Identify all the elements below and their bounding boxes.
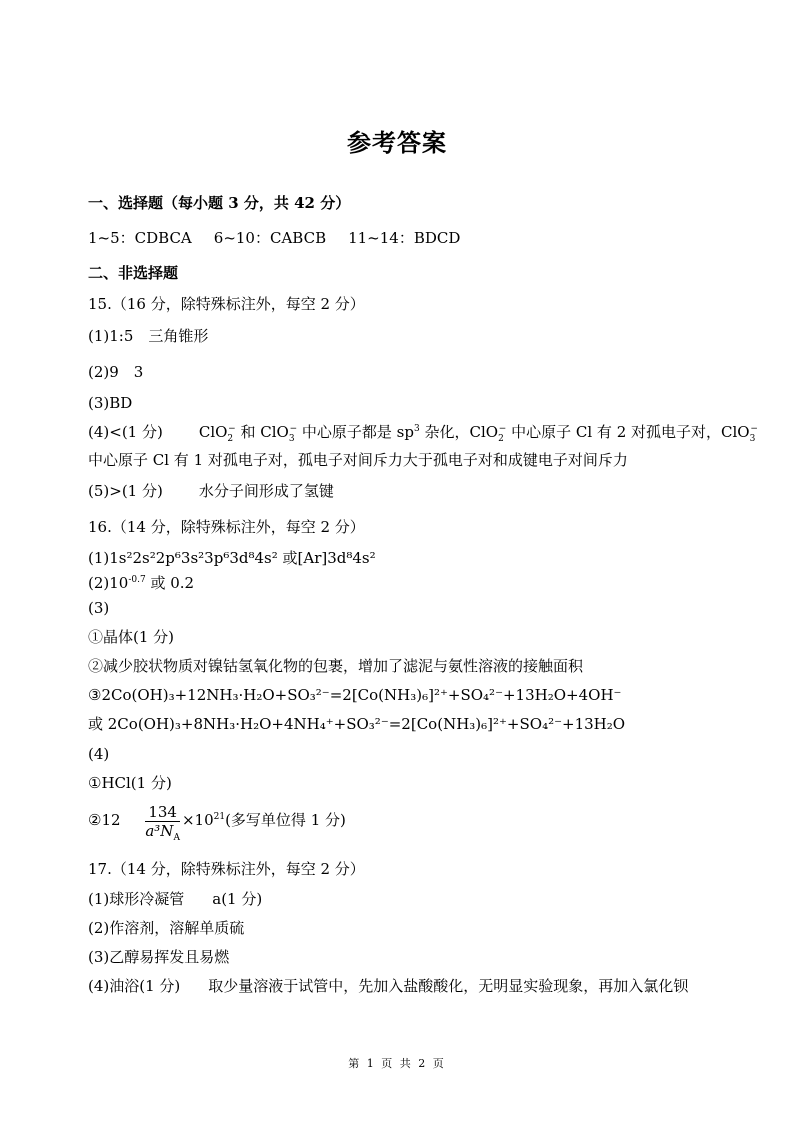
q15-part2: (2)9 3 bbox=[88, 363, 144, 381]
q15-part4: (4)<(1 分) ClO$_2$− 和 ClO$_3$− 中心原子都是 $sp^3$ 杂化，ClO$_2$− 中心原子 Cl 有 2 对孤电子对，ClO$_3$− bbox=[88, 423, 758, 444]
q15-part1: (1)1:5 三角锥形 bbox=[88, 327, 209, 345]
q15-heading: 15.（16 分，除特殊标注外，每空 2 分） bbox=[88, 295, 365, 313]
q15-part4-answer: (4)<(1 分) bbox=[88, 423, 163, 441]
choice-answer-6-10: 6~10：CABCB bbox=[213, 229, 327, 247]
choice-answer-11-14: 11~14：BDCD bbox=[348, 229, 461, 247]
q16-part3-b: ②减少胶状物质对镍钴氢氧化物的包裹，增加了滤泥与氨性溶液的接触面积 bbox=[88, 657, 584, 675]
q17-part3: (3)乙醇易挥发且易燃 bbox=[88, 948, 230, 966]
page-footer: 第 1 页 共 2 页 bbox=[348, 1057, 446, 1070]
q16-part2: $(2)10^{-0.7}$ 或 0.2 bbox=[88, 574, 195, 592]
fraction-denominator: $a^3N_A$ bbox=[145, 821, 180, 843]
q16-part3-c-equation: ③2Co(OH)₃+12NH₃·H₂O+SO₃²⁻=2[Co(NH₃)₆]²⁺+SO₄²⁻+13H₂O+4OH⁻ bbox=[88, 686, 622, 704]
q16-part4: (4) bbox=[88, 745, 110, 763]
q15-part5: (5)>(1 分) 水分子间形成了氢键 bbox=[88, 482, 334, 500]
section-choice-heading: 一、选择题（每小题 3 分，共 42 分） bbox=[88, 194, 351, 212]
section-nonchoice-heading: 二、非选择题 bbox=[88, 264, 179, 282]
q16-part3-a: ①晶体(1 分) bbox=[88, 628, 175, 646]
q16-part3: (3) bbox=[88, 599, 110, 617]
density-fraction bbox=[145, 802, 180, 843]
q15-part3: (3)BD bbox=[88, 394, 133, 412]
q15-part4-cont: 中心原子 Cl 有 1 对孤电子对，孤电子对间斥力大于孤电子对和成键电子对间斥力 bbox=[88, 451, 628, 469]
q16-part4-b: ②12 $\frac{134}{a^3N_A}$ $\times 10^{21}$(多写单位得 1 分) bbox=[88, 802, 346, 843]
choice-answer-1-5: 1~5：CDBCA bbox=[88, 229, 192, 247]
q16-part3-d-equation: 或 2Co(OH)₃+8NH₃·H₂O+4NH₄⁺+SO₃²⁻=2[Co(NH₃)₆]²⁺+SO₄²⁻+13H₂O bbox=[88, 715, 626, 733]
q16-part4-a: ①HCl(1 分) bbox=[88, 774, 172, 792]
choice-answers bbox=[88, 228, 460, 248]
q17-part4: (4)油浴(1 分) 取少量溶液于试管中，先加入盐酸酸化，无明显实验现象，再加入氯化钡 bbox=[88, 977, 689, 995]
q16-heading: 16.（14 分，除特殊标注外，每空 2 分） bbox=[88, 518, 365, 536]
q17-part2: (2)作溶剂，溶解单质硫 bbox=[88, 919, 245, 937]
page-title: 参考答案 bbox=[347, 128, 447, 157]
q16-part1: (1)1s²2s²2p⁶3s²3p⁶3d⁸4s² 或[Ar]3d⁸4s² bbox=[88, 549, 376, 567]
q17-part1: (1)球形冷凝管 a(1 分) bbox=[88, 890, 263, 908]
fraction-numerator: 134 bbox=[145, 803, 180, 822]
q17-heading: 17.（14 分，除特殊标注外，每空 2 分） bbox=[88, 860, 365, 878]
